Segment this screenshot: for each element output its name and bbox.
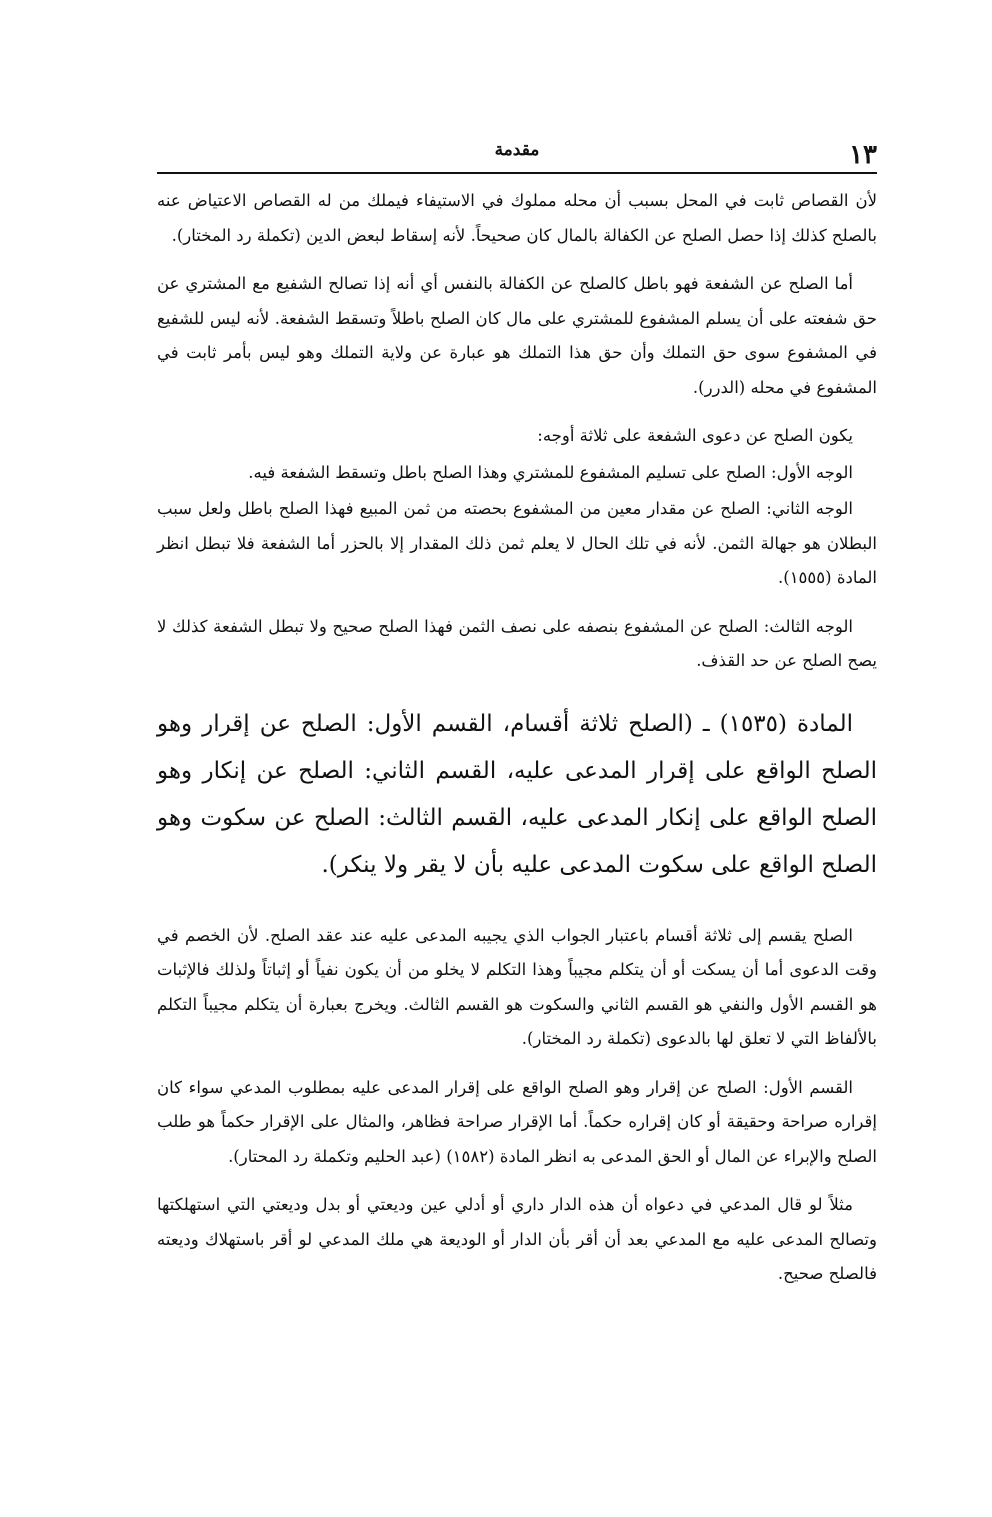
page — [157, 120, 877, 1306]
page-body — [157, 174, 877, 1292]
paragraph-first-type: القسم الأول: الصلح عن إقرار وهو الصلح الواقع على إقرار المدعى عليه بمطلوب المدعي سواء كان إقراره صراحة وحقيقة أو كان إقراره حكماً. أما الإقرار صراحة فظاهر، والمثال على الإقرار حكماً هو طلب الصلح والإبراء عن المال أو الحق المدعى به انظر المادة (١٥٨٢) (عبد الحليم وتكملة رد المحتار). — [157, 1077, 877, 1166]
paragraph-qisas: لأن القصاص ثابت في المحل بسبب أن محله مملوك في الاستيفاء فيملك من له القصاص الاعتياض عنه بالصلح كذلك إذا حصل الصلح عن الكفالة بالمال كان صحيحاً. لأنه إسقاط لبعض الدين (تكملة رد المختار). — [157, 191, 877, 245]
paragraph-three-ways: يكون الصلح عن دعوى الشفعة على ثلاثة أوجه: — [537, 426, 853, 445]
page-number: ١٣ — [849, 140, 877, 170]
paragraph-second-way: الوجه الثاني: الصلح عن مقدار معين من المشفوع بحصته من ثمن المبيع فهذا الصلح باطل ولعل سبب البطلان هو جهالة الثمن. لأنه في تلك الحال لا يعلم ثمن ذلك المقدار إلا بالحزر أما الشفعة فلا تبطل انظر المادة (١٥٥٥). — [157, 499, 877, 587]
paragraph-first-way: الوجه الأول: الصلح على تسليم المشفوع للمشتري وهذا الصلح باطل وتسقط الشفعة فيه. — [248, 462, 853, 482]
paragraph-example: مثلاً لو قال المدعي في دعواه أن هذه الدار داري أو أدلي عين وديعتي أو بدل وديعتي التي استهلكتها وتصالح المدعى عليه مع المدعي بعد أن أقر بأن الدار أو الوديعة هي ملك المدعي لو أقر باستهلاك وديعته فالصلح صحيح. — [157, 1195, 877, 1283]
article-1535: المادة (١٥٣٥) ـ (الصلح ثلاثة أقسام، القسم الأول: الصلح عن إقرار وهو الصلح الواقع على إقرار المدعى عليه، القسم الثاني: الصلح عن إنكار وهو الصلح الواقع على إنكار المدعى عليه، القسم الثالث: الصلح عن سكوت وهو الصلح الواقع على سكوت المدعى عليه بأن لا يقر ولا ينكر). — [157, 710, 877, 878]
paragraph-third-way: الوجه الثالث: الصلح عن المشفوع بنصفه على نصف الثمن فهذا الصلح صحيح ولا تبطل الشفعة كذلك لا يصح الصلح عن حد القذف. — [157, 616, 877, 670]
running-title: مقدمة — [494, 140, 540, 160]
paragraph-shufa-invalid: أما الصلح عن الشفعة فهو باطل كالصلح عن الكفالة بالنفس أي أنه إذا تصالح الشفيع مع المشتري عن حق شفعته على أن يسلم المشفوع للمشتري على مال كان الصلح باطلاً وتسقط الشفعة. لأنه ليس للشفيع في المشفوع سوى حق التملك وأن حق هذا التملك هو عبارة عن ولاية التملك وهو ليس بأمر ثابت في المشفوع في محله (الدرر). — [157, 274, 877, 397]
page-header — [157, 120, 877, 174]
paragraph-three-types: الصلح يقسم إلى ثلاثة أقسام باعتبار الجواب الذي يجيبه المدعى عليه عند عقد الصلح. لأن الخصم في وقت الدعوى أما أن يسكت أو أن يتكلم مجيباً وهذا التكلم لا يخلو من أن يكون نفياً أو إثباتاً ولذلك فالإثبات هو القسم الأول والنفي هو القسم الثاني والسكوت هو القسم الثالث. ويخرج بعبارة أن يتكلم مجيباً التكلم بالألفاظ التي لا تعلق لها بالدعوى (تكملة رد المختار). — [157, 925, 877, 1048]
